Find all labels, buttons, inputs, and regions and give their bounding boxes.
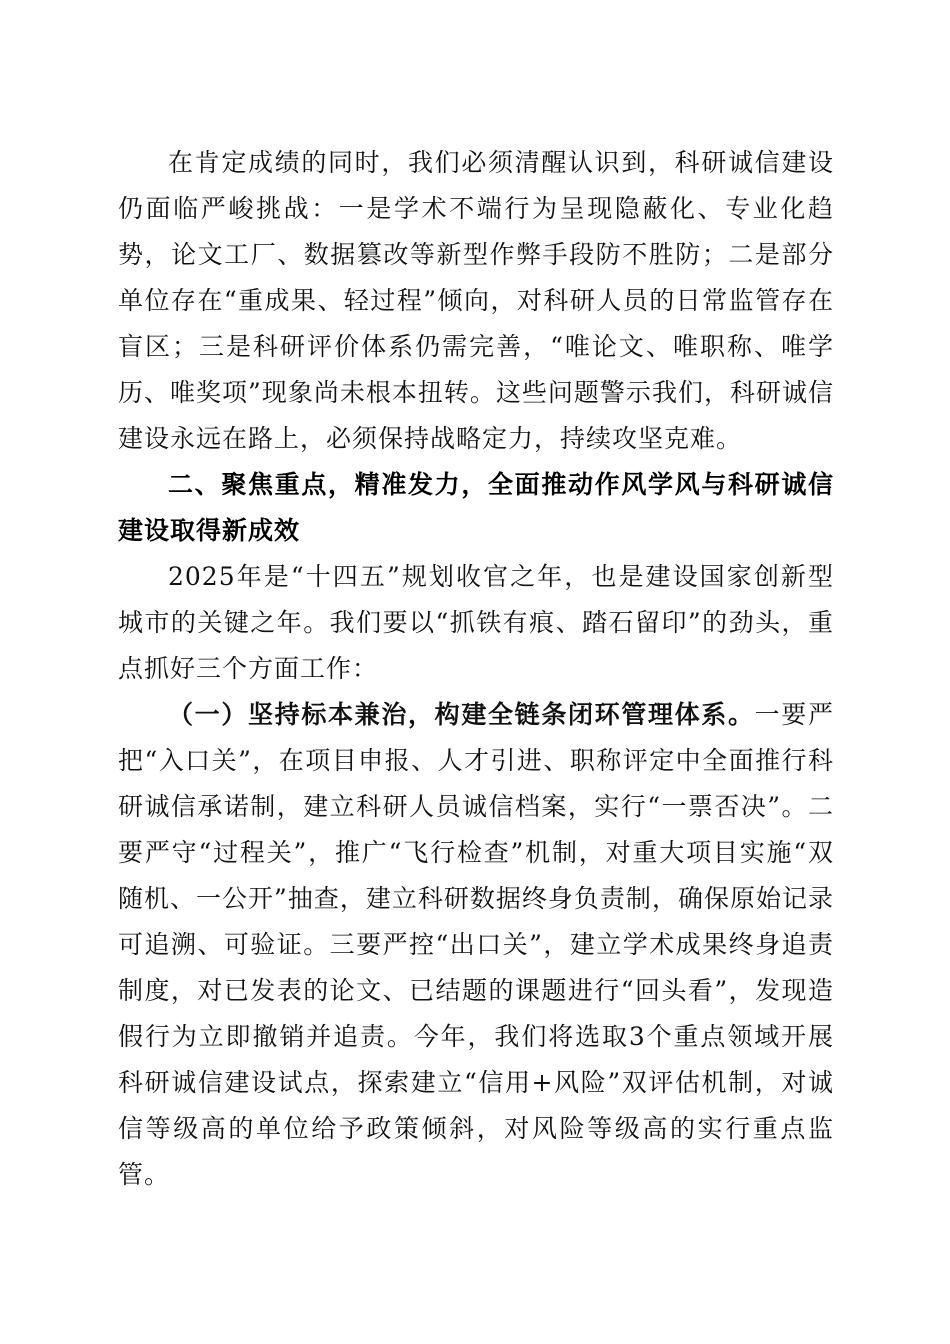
subsection-1-title: （一）坚持标本兼治，构建全链条闭环管理体系。	[168, 700, 755, 729]
section-heading-2: 二、聚焦重点，精准发力，全面推动作风学风与科研诚信建设取得新成效	[118, 470, 834, 545]
paragraph-challenges: 在肯定成绩的同时，我们必须清醒认识到，科研诚信建设仍面临严峻挑战：一是学术不端行为呈现隐蔽化、专业化趋势，论文工厂、数据篡改等新型作弊手段防不胜防；二是部分单位存在“重成果、轻过程”倾向，对科研人员的日常监管存在盲区；三是科研评价体系仍需完善，“唯论文、唯职称、唯学历、唯奖项”现象尚未根本扭转。这些问题警示我们，科研诚信建设永远在路上，必须保持战略定力，持续攻坚克难。	[118, 148, 834, 453]
subsection-1-body: 一要严把“入口关”，在项目申报、人才引进、职称评定中全面推行科研诚信承诺制，建立科研人员诚信档案，实行“一票否决”。二要严守“过程关”，推广“飞行检查”机制，对重大项目实施“双随机、一公开”抽查，建立科研数据终身负责制，确保原始记录可追溯、可验证。三要严控“出口关”，建立学术成果终身追责制度，对已发表的论文、已结题的课题进行“回头看”，发现造假行为立即撤销并追责。今年，我们将选取3个重点领域开展科研诚信建设试点，探索建立“信用+风险”双评估机制，对诚信等级高的单位给予政策倾斜，对风险等级高的实行重点监管。	[118, 700, 834, 1189]
paragraph-subsection-1	[118, 692, 834, 1198]
document-body	[118, 140, 834, 1198]
paragraph-2025-goals: 2025年是“十四五”规划收官之年，也是建设国家创新型城市的关键之年。我们要以“抓铁有痕、踏石留印”的劲头，重点抓好三个方面工作：	[118, 562, 834, 683]
